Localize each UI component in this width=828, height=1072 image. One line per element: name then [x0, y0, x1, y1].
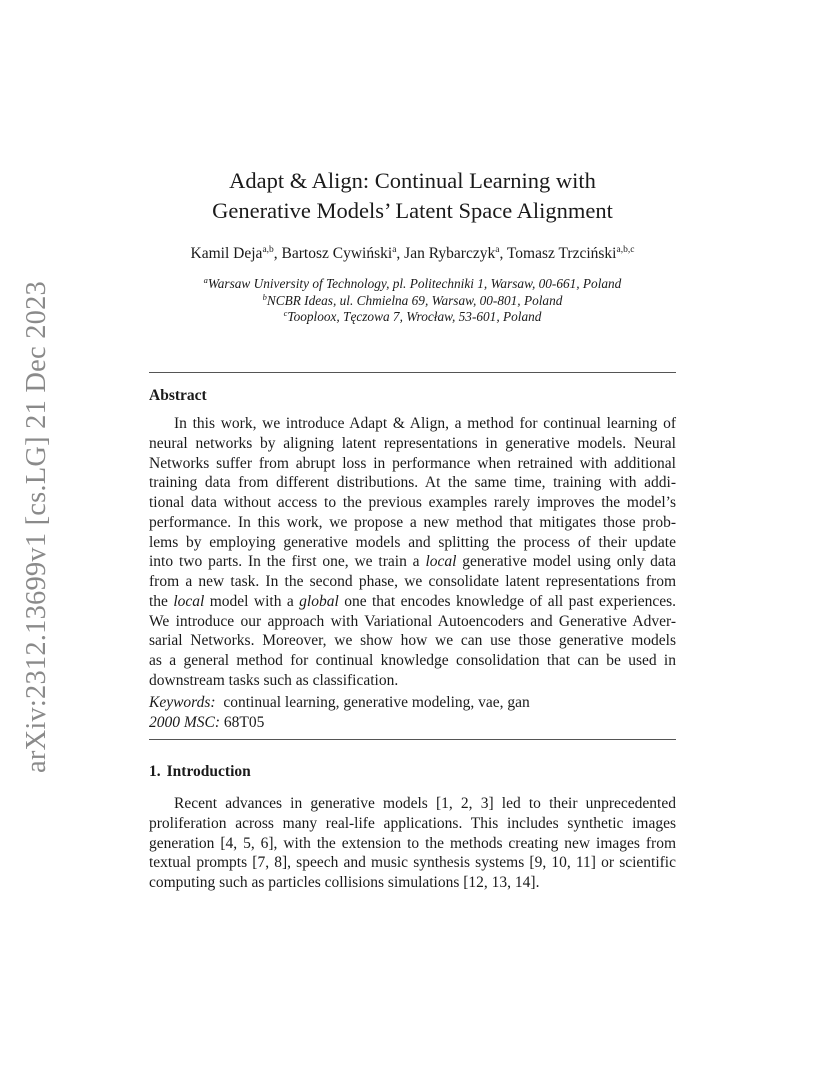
title-line-2: Generative Models’ Latent Space Alignment: [212, 198, 613, 223]
author-2: Bartosz Cywiński$^a$,: [281, 245, 405, 262]
paper-title: [149, 166, 676, 226]
divider-bottom: [149, 739, 676, 740]
intro-line: proliferation across many real-life applications. This includes synthetic images: [149, 814, 676, 832]
author-3: Jan Rybarczyk$^a$,: [404, 245, 507, 262]
author-1: Kamil Deja$^{a,b}$,: [190, 245, 282, 262]
abstract-line: In this work, we introduce Adapt & Align, a method for continual learning of: [174, 415, 676, 432]
abstract-line: as a general method for continual knowledge consolidation that can be used in: [149, 652, 676, 669]
abstract-line: performance. In this work, we propose a new method that mitigates those prob-: [149, 513, 676, 531]
msc-value: 68T05: [223, 714, 265, 731]
abstract-line: the local model with a global one that encodes knowledge of all past experiences.: [149, 592, 676, 610]
affiliation-a: $^a$Warsaw University of Technology, pl. Politechniki 1, Warsaw, 00-661, Poland: [203, 275, 622, 291]
keywords-value: continual learning, generative modeling, vae, gan: [223, 694, 530, 711]
keywords: [149, 693, 530, 713]
affiliation-b: $^b$NCBR Ideas, ul. Chmielna 69, Warsaw, 00-801, Poland: [262, 291, 563, 308]
affiliation-c: $^c$Tooploox, Tęczowa 7, Wrocław, 53-601, Poland: [283, 308, 542, 324]
abstract-line: from a new task. In the second phase, we consolidate latent representations from: [149, 573, 676, 590]
abstract-line: sarial Networks. Moreover, we show how we can use those generative models: [149, 632, 676, 650]
msc-label: 2000 MSC:: [149, 714, 221, 731]
author-4: Tomasz Trzciński$^{a,b,c}$: [506, 245, 635, 262]
abstract-line: lems by employing generative models and splitting the process of their update: [149, 533, 676, 551]
section-heading-introduction: [149, 762, 251, 782]
abstract-body: [149, 414, 676, 691]
introduction-body: [149, 794, 676, 893]
divider-top: [149, 372, 676, 373]
title-line-1: Adapt & Align: Continual Learning with: [229, 168, 596, 193]
arxiv-identifier-text: arXiv:2312.13699v1 [cs.LG] 21 Dec 2023: [21, 280, 53, 774]
abstract-line: into two parts. In the first one, we train a local generative model using only data: [149, 553, 677, 571]
arxiv-identifier: [21, 280, 53, 774]
msc-classification: [149, 713, 264, 733]
abstract-line: neural networks by aligning latent representations in generative models. Neural: [149, 434, 676, 452]
intro-line: computing such as particles collisions simulations [12, 13, 14].: [149, 874, 540, 891]
section-title: Introduction: [166, 763, 251, 780]
section-number: 1.: [149, 763, 161, 780]
abstract-line: downstream tasks such as classification.: [149, 671, 399, 689]
keywords-label: Keywords:: [149, 694, 216, 711]
intro-line: textual prompts [7, 8], speech and music synthesis systems [9, 10, 11] or scientific: [149, 854, 676, 872]
abstract-line: Networks suffer from abrupt loss in performance when retrained with additional: [149, 454, 676, 472]
abstract-heading: Abstract: [149, 387, 207, 404]
abstract-line: training data from different distributions. At the same time, training with addi-: [149, 474, 676, 492]
intro-line: generation [4, 5, 6], with the extension to the methods creating new images from: [149, 834, 676, 852]
author-list: [149, 244, 676, 264]
abstract-line: tional data without access to the previous examples rarely improves the model’s: [149, 494, 676, 511]
intro-line: Recent advances in generative models [1, 2, 3] led to their unprecedented: [174, 795, 676, 812]
affiliations: [149, 276, 676, 326]
abstract-line: We introduce our approach with Variational Autoencoders and Generative Adver-: [149, 612, 676, 630]
